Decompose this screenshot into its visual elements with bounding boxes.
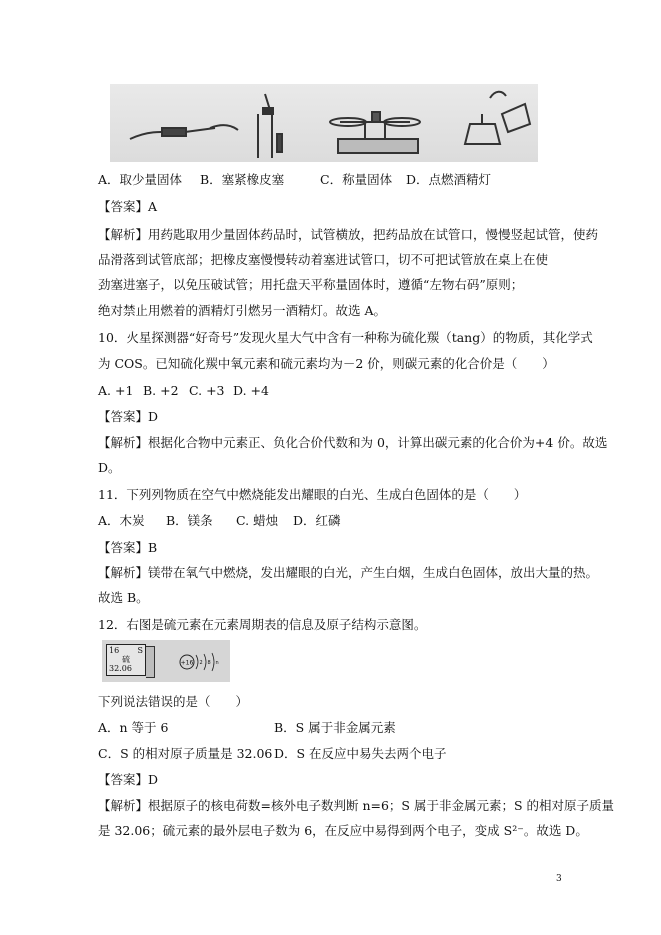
q11-analysis-line: 故选 B。 (98, 590, 149, 605)
q11-option-d: D．红磷 (293, 513, 341, 528)
q12-option-b: B．S 属于非金属元素 (274, 720, 396, 735)
q12-option-a: A．n 等于 6 (98, 720, 169, 735)
atomic-number: 16 (109, 646, 120, 655)
q10-stem-line: 为 COS。已知硫化羰中氧元素和硫元素均为－2 价，则碳元素的化合价是（ ） (98, 356, 555, 371)
cell-3d-edge (146, 646, 155, 678)
periodic-table-cell (106, 644, 146, 676)
q10-analysis-line: 【解析】根据化合物中元素正、负化合价代数和为 0，计算出碳元素的化合价为+4 价。故选 (98, 435, 608, 450)
q11-option-a: A．木炭 (98, 513, 145, 528)
q11-option-b: B．镁条 (166, 513, 213, 528)
q11-stem: 11．下列列物质在空气中燃烧能发出耀眼的白光、生成白色固体的是（ ） (98, 487, 527, 502)
q9-analysis-line: 【解析】用药匙取用少量固体药品时，试管横放，把药品放在试管口，慢慢竖起试管，使药 (98, 227, 599, 242)
q9-analysis-line: 品滑落到试管底部；把橡皮塞慢慢转动着塞进试管口，切不可把试管放在桌上在使 (98, 252, 549, 267)
q12-option-c: C．S 的相对原子质量是 32.06 (98, 746, 273, 761)
shell-2-electrons: 8 (207, 660, 211, 666)
q9-option-a: A．取少量固体 (98, 172, 183, 187)
q10-analysis-line: D。 (98, 460, 121, 475)
q10-option-c: C. +3 (189, 383, 225, 398)
q9-answer: 【答案】A (98, 199, 158, 214)
q10-option-d: D. +4 (233, 383, 269, 398)
q11-analysis-line: 【解析】镁带在氧气中燃烧，发出耀眼的白光，产生白烟，生成白色固体，放出大量的热。 (98, 565, 599, 580)
q9-options (98, 174, 491, 187)
page-number: 3 (556, 874, 562, 884)
q12-prompt: 下列说法错误的是（ ） (98, 694, 249, 709)
q12-options-row-2 (98, 748, 447, 761)
q10-stem-line: 10．火星探测器“好奇号”发现火星大气中含有一种称为硫化羰（tang）的物质，其化学式 (98, 330, 593, 345)
q10-answer: 【答案】D (98, 409, 159, 424)
q12-stem: 12．右图是硫元素在元素周期表的信息及原子结构示意图。 (98, 617, 427, 632)
atomic-mass: 32.06 (109, 664, 132, 673)
nucleus-charge: +16 (180, 659, 194, 667)
element-symbol: S (137, 646, 143, 655)
q12-answer: 【答案】D (98, 772, 159, 787)
q10-options (98, 385, 269, 398)
q12-options-row-1 (98, 722, 396, 735)
q11-answer: 【答案】B (98, 540, 158, 555)
q10-option-a: A. +1 (98, 383, 134, 398)
q9-analysis-line: 劲塞进塞子，以免压破试管；用托盘天平称量固体时，遵循“左物右码”原则； (98, 277, 524, 292)
q12-option-d: D．S 在反应中易失去两个电子 (274, 746, 447, 761)
q10-option-b: B. +2 (143, 383, 179, 398)
sulfur-element-figure (102, 640, 230, 682)
q11-option-c: C. 蜡烛 (236, 513, 279, 528)
experiment-operations-image (110, 84, 538, 162)
q9-option-b: B．塞紧橡皮塞 (200, 172, 285, 187)
q12-analysis-line: 【解析】根据原子的核电荷数=核外电子数判断 n=6；S 属于非金属元素；S 的相对原子质量 (98, 798, 614, 813)
q12-analysis-line: 是 32.06；硫元素的最外层电子数为 6，在反应中易得到两个电子，变成 S²⁻。故选 D。 (98, 823, 588, 838)
shell-3-electrons: n (215, 660, 219, 666)
experiment-sketch (110, 84, 538, 162)
shell-1-electrons: 2 (199, 660, 203, 666)
q9-option-d: D．点燃酒精灯 (406, 172, 492, 187)
q11-options (98, 515, 341, 528)
q9-option-c: C．称量固体 (320, 172, 393, 187)
atom-structure-diagram (177, 650, 227, 674)
q9-analysis-line: 绝对禁止用燃着的酒精灯引燃另一酒精灯。故选 A。 (98, 303, 387, 318)
element-name: 硫 (122, 655, 130, 664)
